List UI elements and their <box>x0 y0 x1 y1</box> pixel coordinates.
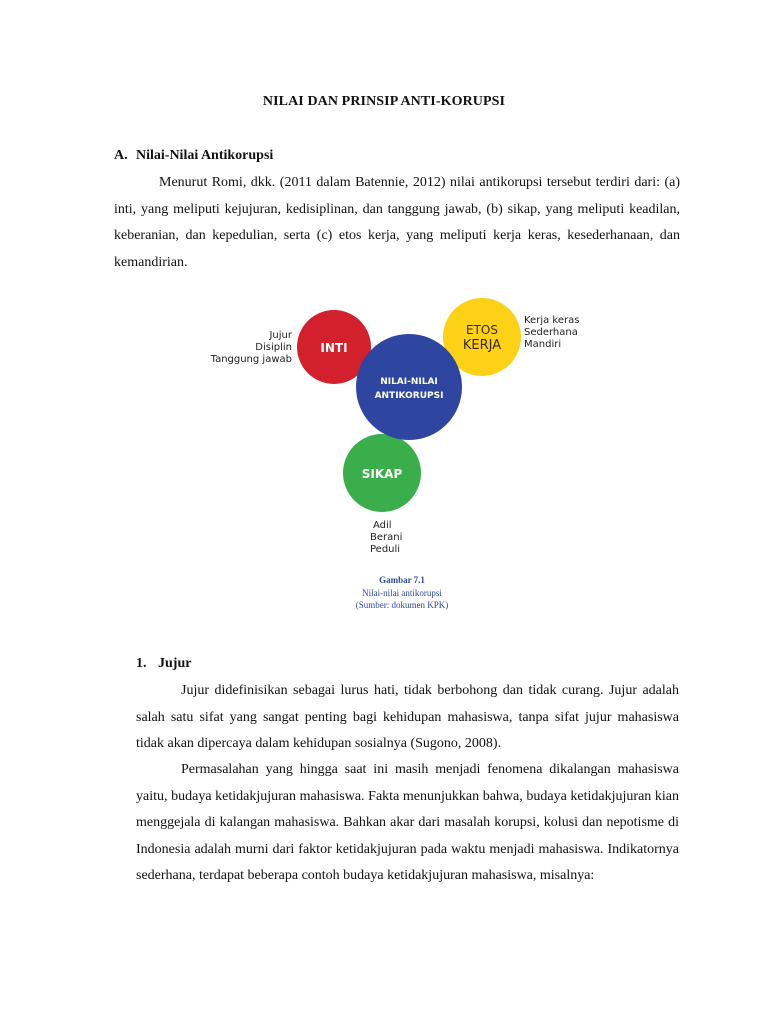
etos-label-line1: ETOS <box>466 323 498 337</box>
caption-line1: Nilai-nilai antikorupsi <box>362 588 442 598</box>
nilai-antikorupsi-circle <box>356 334 462 440</box>
jujur-paragraph-1: Jujur didefinisikan sebagai lurus hati, tidak berbohong dan tidak curang. Jujur adalah salah satu sifat yang sangat penting bagi kehidupan mahasiswa, tanpa sifat jujur mahasiswa tidak akan dipercaya dalam kehidupan sosialnya (Sugono, 2008). <box>136 683 679 751</box>
etos-item-sederhana: Sederhana <box>524 327 578 338</box>
etos-item-kerja-keras: Kerja keras <box>524 315 580 326</box>
inti-item-disiplin: Disiplin <box>255 342 292 353</box>
sikap-label: SIKAP <box>361 467 403 481</box>
sikap-item-adil: Adil <box>373 520 392 531</box>
section-1-number: 1. <box>136 656 147 671</box>
intro-paragraph: Menurut Romi, dkk. (2011 dalam Batennie, 2012) nilai antikorupsi tersebut terdiri dari: (a) inti, yang meliputi kejujuran, kedisiplinan, dan tanggung jawab, (b) sikap, yang meliputi keadilan, keberanian, dan kepedulian, serta (c) etos kerja, yang meliputi kerja keras, kesederhanaan, dan kemandirian. <box>114 175 680 270</box>
figure-svg <box>210 290 590 620</box>
sikap-item-peduli: Peduli <box>370 544 401 555</box>
page-title: NILAI DAN PRINSIP ANTI-KORUPSI <box>262 94 506 109</box>
sikap-item-berani: Berani <box>370 532 403 543</box>
section-1-title: Jujur <box>158 656 192 671</box>
section-a-heading <box>114 148 273 164</box>
inti-item-tanggung-jawab: Tanggung jawab <box>210 354 292 365</box>
section-a-number: A. <box>114 148 128 163</box>
caption-title: Gambar 7.1 <box>379 575 425 585</box>
jujur-paragraph-2: Permasalahan yang hingga saat ini masih menjadi fenomena dikalangan mahasiswa yaitu, budaya ketidakjujuran mahasiswa. Fakta menunjukkan bahwa, budaya ketidakjujuran kian menggejala di kalangan mahasiswa. Bahkan akar dari masalah korupsi, kolusi dan nepotisme di Indonesia adalah murni dari faktor ketidakjujuran pada waktu menjadi mahasiswa. Indikatornya sederhana, terdapat beberapa contoh budaya ketidakjujuran mahasiswa, misalnya: <box>136 762 679 883</box>
section-1-heading <box>136 656 191 672</box>
anticorruption-values-figure <box>210 290 590 620</box>
inti-label: INTI <box>320 341 348 355</box>
center-label-line1: NILAI-NILAI <box>380 377 438 387</box>
section-a-title: Nilai-Nilai Antikorupsi <box>136 148 274 163</box>
caption-line2: (Sumber: dokumen KPK) <box>355 600 449 610</box>
inti-item-jujur: Jujur <box>269 330 292 341</box>
center-label-line2: ANTIKORUPSI <box>374 391 444 401</box>
etos-label-line2: KERJA <box>462 338 502 353</box>
etos-item-mandiri: Mandiri <box>524 339 562 350</box>
